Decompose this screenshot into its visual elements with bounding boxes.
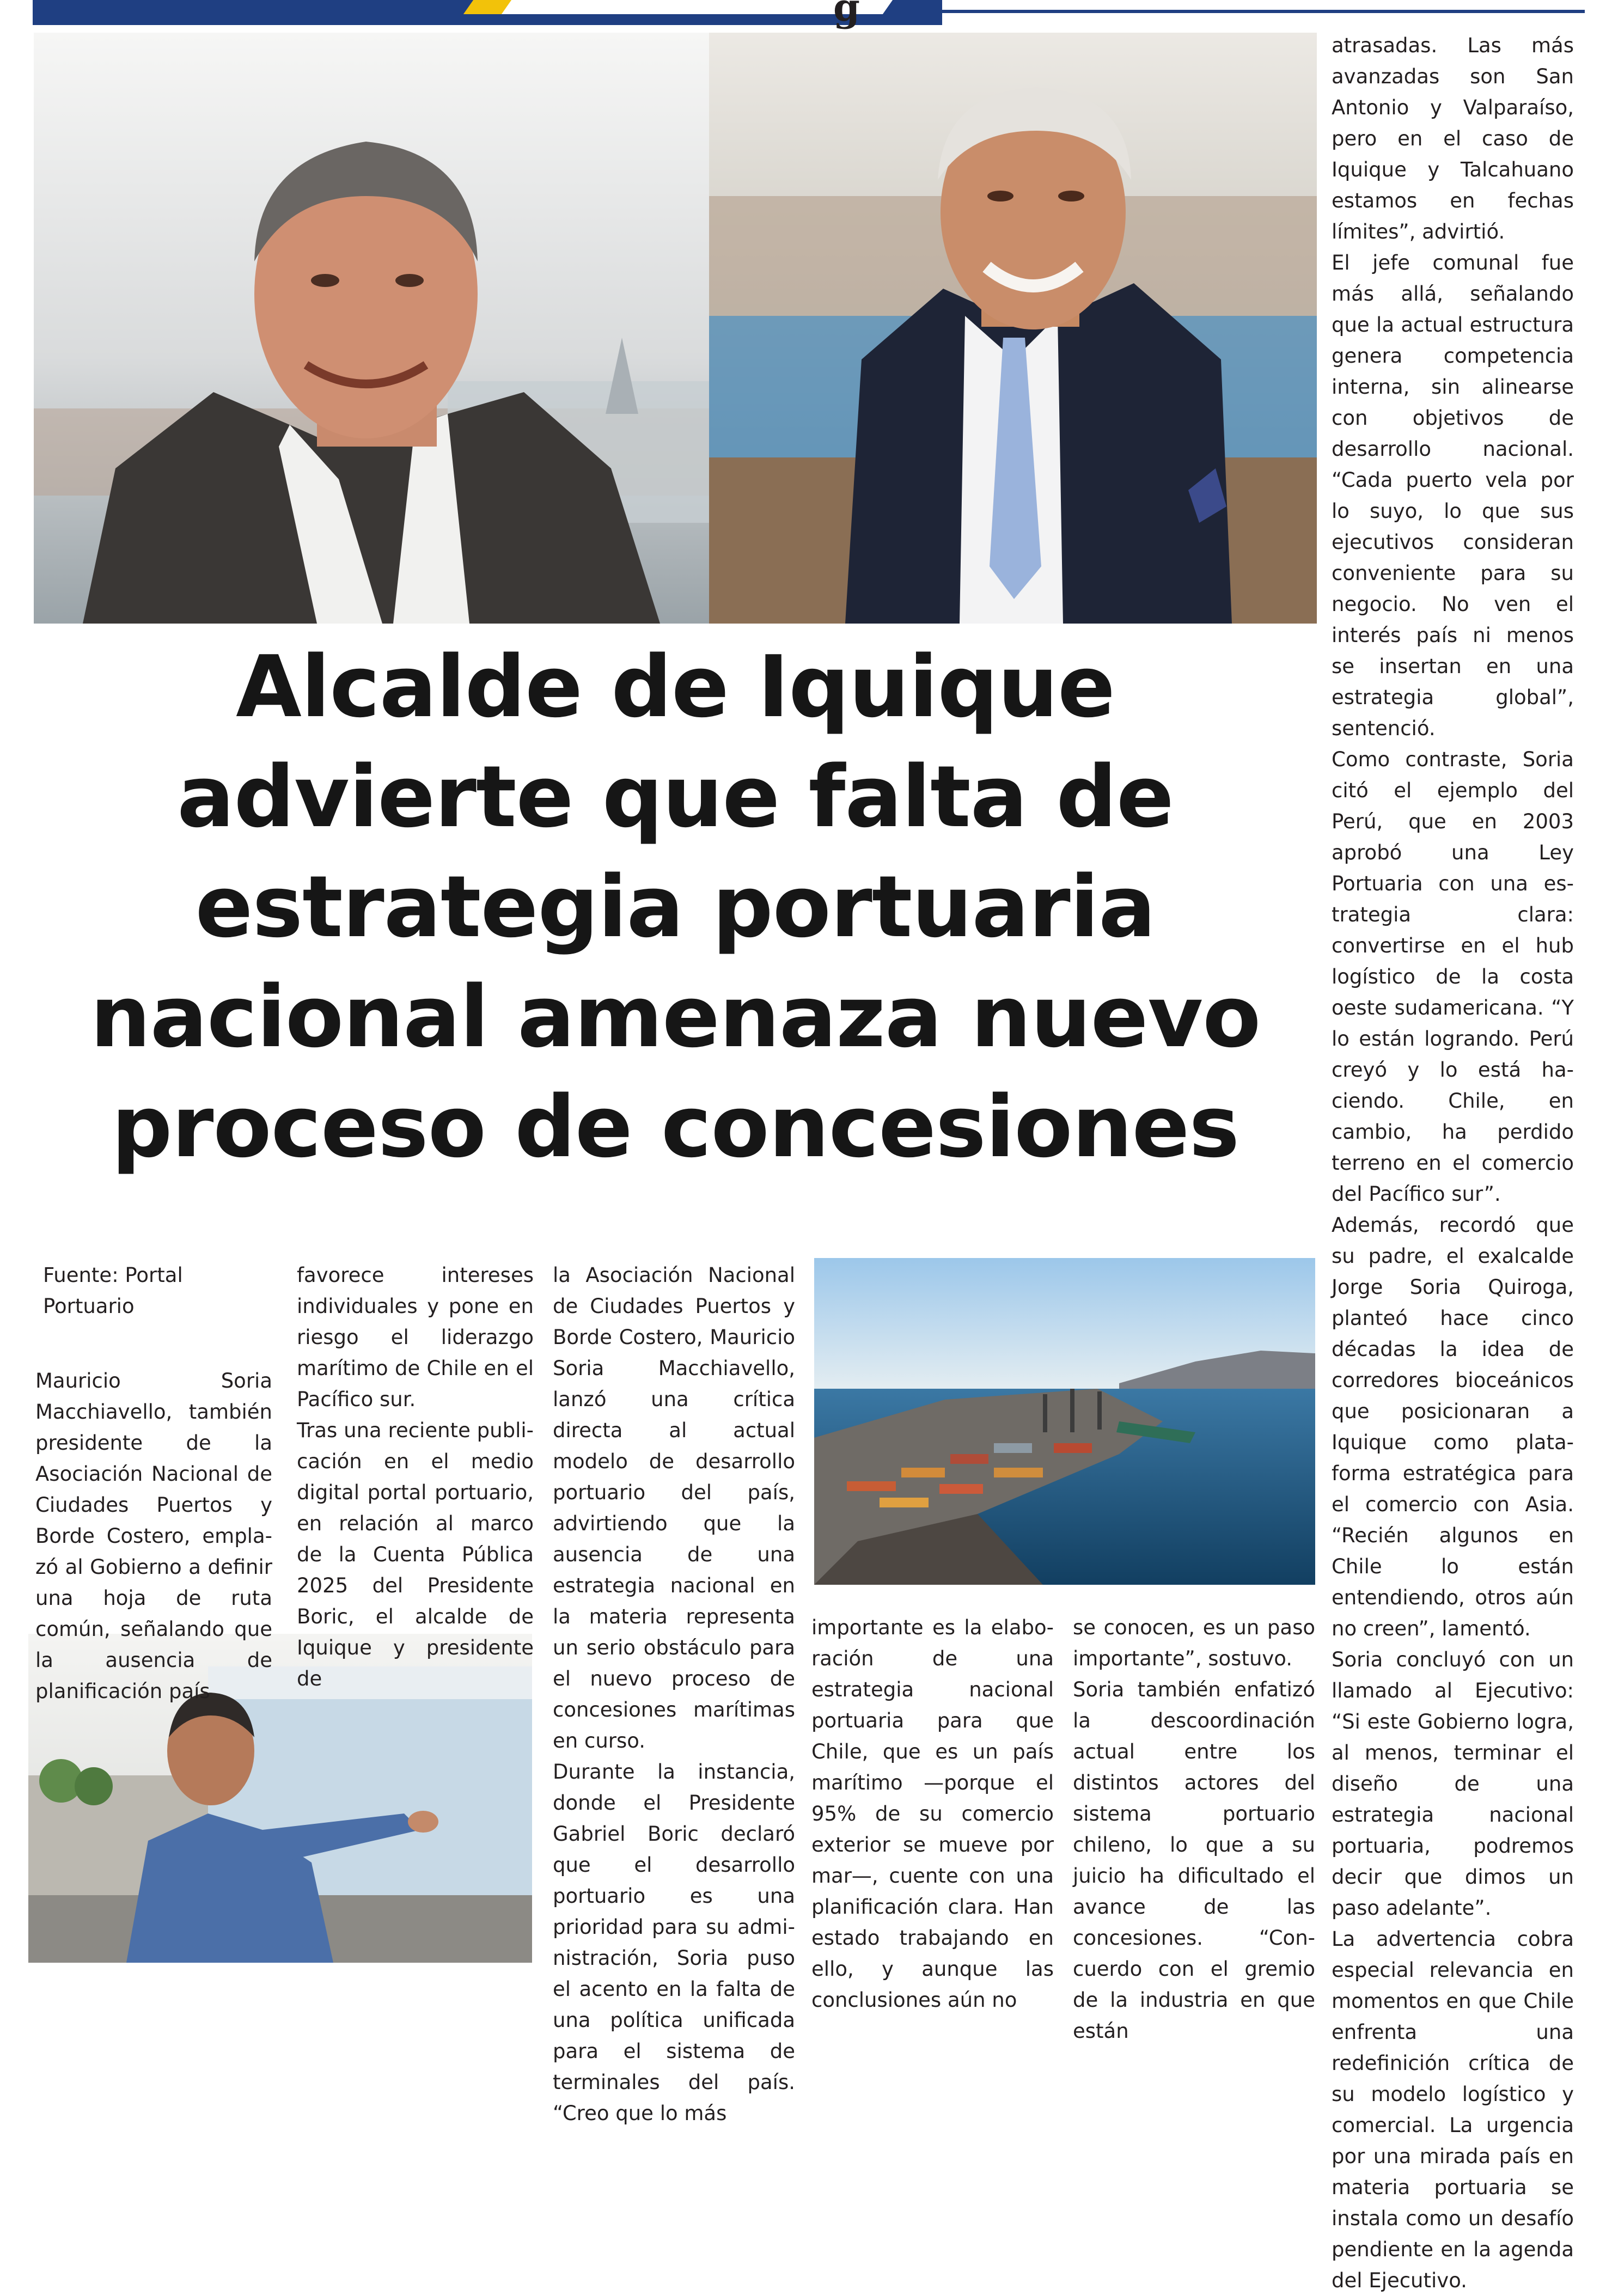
article-column-2	[297, 1260, 534, 1694]
article-paragraph: la Asociación Nacional de Ciudades Puertos y Borde Costero, Mauricio Soria Macchiavello, lanzó una crítica directa al actual modelo de desarrollo portuario del país, advirtiendo que la ausencia de una estrategia nacional en la materia representa un serio obstáculo para el nuevo proceso de concesiones marítimas en curso.	[553, 1263, 795, 1752]
article-paragraph: Soria también enfatizó la descoordinación actual entre los distintos actores del sistema portuario chileno, lo que a su juicio ha dificultado el avance de las concesiones. “Concuerdo con el gremio de la industria en que están	[1073, 1678, 1315, 2043]
headline-line-2: advierte que falta de	[177, 747, 1174, 846]
headline-line-5: proceso de concesiones	[111, 1077, 1239, 1176]
article-paragraph: El jefe comunal fue más allá, señalando que la actual estructura genera competencia interna, sin alinearse con objetivos de desarrollo nacional. “Cada puerto vela por lo suyo, lo que sus ejecutivos consideran conveniente para su negocio. No ven el interés país ni menos se insertan en una estrategia global”, sentenció.	[1332, 251, 1574, 740]
article-paragraph: atrasadas. Las más avanzadas son San Antonio y Valparaíso, pero en el caso de Iquique y Talcahuano estamos en fechas límites”, advirtió.	[1332, 34, 1574, 243]
headline-line-4: nacional amenaza nuevo	[90, 967, 1261, 1066]
article-column-1	[35, 1260, 272, 1707]
father-portrait-photo	[709, 33, 1317, 624]
headline-line-3: estrategia portuaria	[195, 857, 1156, 956]
article-paragraph: Además, recordó que su padre, el exalcalde Jorge Soria Quiroga, planteó hace cinco décadas la idea de corredores bioceánicos que posicionaran a Iquique como plataforma estratégica para el comercio con Asia. “Recién algunos en Chile lo están entendiendo, otros aún no creen”, lamentó.	[1332, 1213, 1574, 1640]
article-column-5	[1073, 1612, 1315, 2047]
article-paragraph: Como contraste, Soria citó el ejemplo del Perú, que en 2003 aprobó una Ley Portuaria con una estrategia clara: convertirse en el hub logístico de la costa oeste sudamericana. “Y lo están logrando. Perú creyó y lo está haciendo. Chile, en cambio, ha perdido terreno en el comercio del Pacífico sur”.	[1332, 748, 1574, 1206]
port-aerial-photo	[814, 1258, 1315, 1585]
header-rule	[942, 10, 1585, 13]
article-column-3	[553, 1260, 795, 2129]
article-paragraph: Tras una reciente publicación en el medio digital portal portuario, en relación al marco de la Cuenta Pública 2025 del Presidente Boric, el alcalde de Iquique y presidente de	[297, 1419, 534, 1690]
article-paragraph: importante es la elaboración de una estrategia nacional portuaria para que Chile, que es un país marítimo —porque el 95% de su comercio exterior se mueve por mar—, cuente con una planificación clara. Han estado trabajando en ello, y aunque las conclusiones aún no	[811, 1616, 1054, 2012]
article-source: Fuente: Portal Portuario	[43, 1263, 183, 1318]
article-column-6	[1332, 30, 1574, 2296]
headline-line-1: Alcalde de Iquique	[236, 637, 1115, 736]
article-column-4	[811, 1612, 1054, 2016]
section-title-fragment: g	[833, 0, 860, 30]
mayor-portrait-photo	[34, 33, 709, 624]
article-paragraph: Soria concluyó con un llamado al Ejecutivo: “Si este Gobierno logra, al menos, terminar el diseño de una estrategia nacional portuaria, podremos decir que dimos un paso adelante”.	[1332, 1648, 1574, 1920]
article-paragraph: Mauricio Soria Macchiavello, también presidente de la Asociación Nacional de Ciudades Puertos y Borde Costero, emplazó al Gobierno a definir una hoja de ruta común, señalando que la ausencia de planificación país	[35, 1369, 272, 1703]
article-paragraph: La advertencia cobra especial relevancia en momentos en que Chile enfrenta una redefinición crítica de su modelo logístico y comercial. La urgencia por una mirada país en materia portuaria se instala como un desafío pendiente en la agenda del Ejecutivo.	[1332, 1927, 1574, 2292]
article-paragraph: favorece intereses individuales y pone en riesgo el liderazgo marítimo de Chile en el Pacífico sur.	[297, 1263, 534, 1411]
article-paragraph: se conocen, es un paso importante”, sostuvo.	[1073, 1616, 1315, 1670]
headline	[44, 632, 1307, 1182]
article-paragraph: Durante la instancia, donde el Presidente Gabriel Boric declaró que el desarrollo portuario es una prioridad para su administración, Soria puso el acento en la falta de una política unificada para el sistema de terminales del país. “Creo que lo más	[553, 1760, 795, 2125]
